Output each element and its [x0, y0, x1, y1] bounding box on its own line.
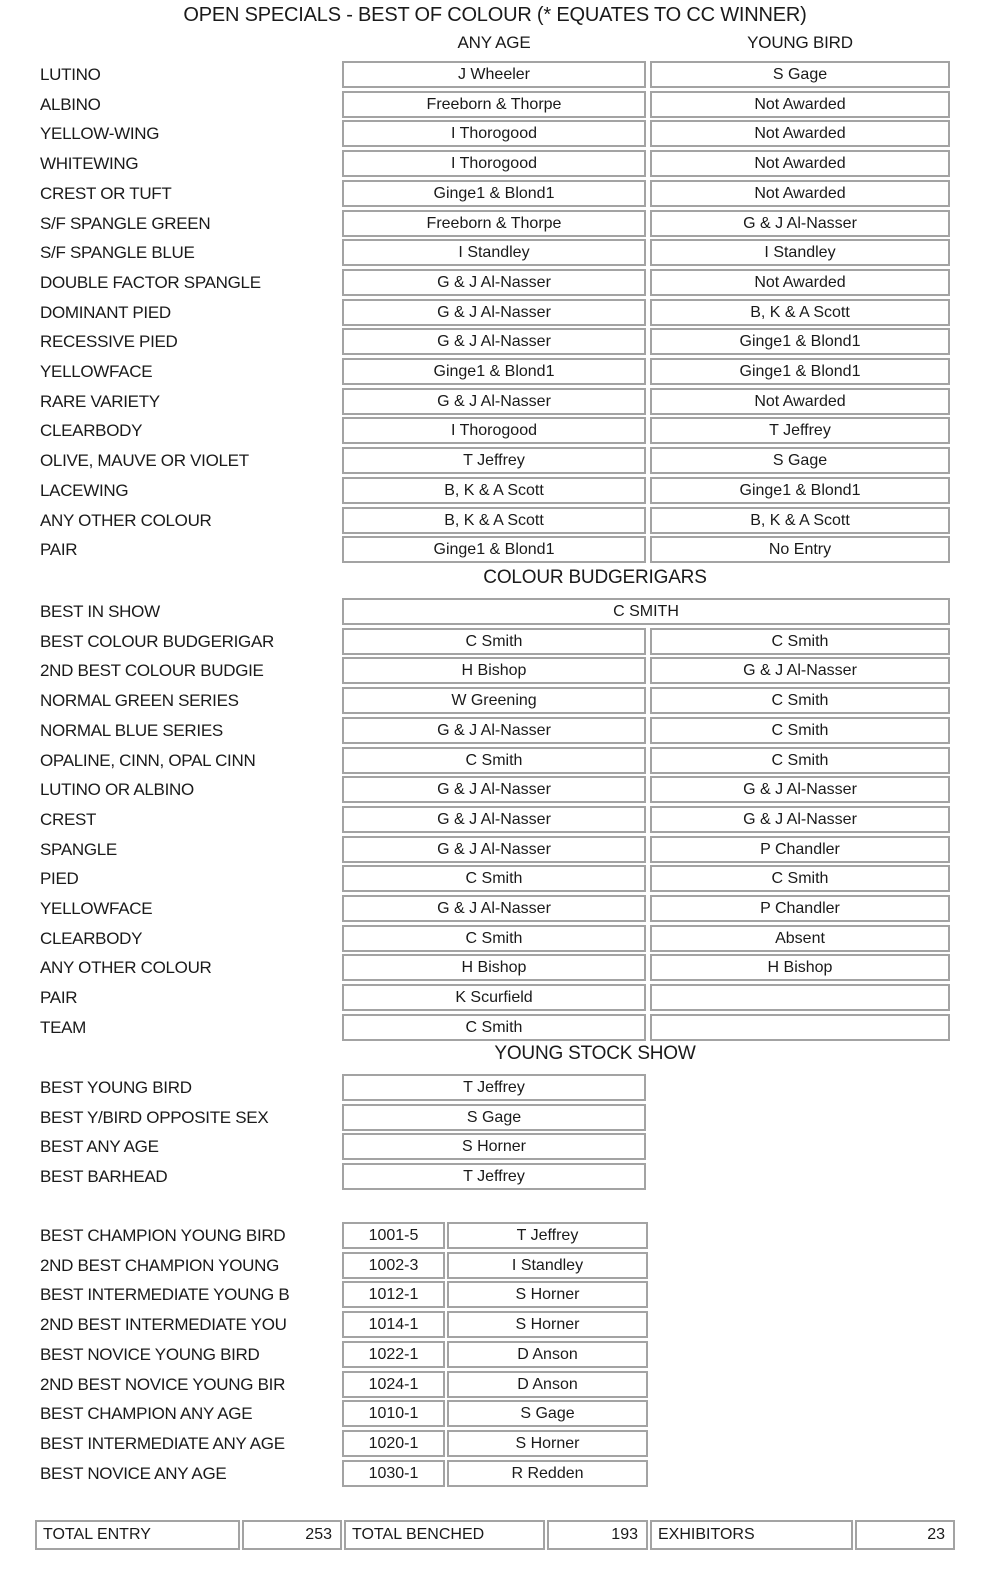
row-label: BEST YOUNG BIRD: [40, 1077, 192, 1097]
row-label: BEST CHAMPION ANY AGE: [40, 1403, 253, 1423]
cage-number-cell: 1030-1: [342, 1460, 445, 1487]
winner-cell: S Horner: [447, 1430, 648, 1457]
young-bird-cell: S Gage: [650, 61, 950, 88]
young-bird-cell: Not Awarded: [650, 150, 950, 177]
total-benched-value: 193: [547, 1520, 648, 1550]
winner-cell: S Gage: [342, 1104, 646, 1131]
any-age-cell: C Smith: [342, 747, 646, 774]
cage-number-cell: 1002-3: [342, 1252, 445, 1279]
young-bird-cell: S Gage: [650, 447, 950, 474]
cage-number-cell: 1022-1: [342, 1341, 445, 1368]
winner-cell: R Redden: [447, 1460, 648, 1487]
row-label: CREST OR TUFT: [40, 183, 172, 203]
any-age-cell: Ginge1 & Blond1: [342, 180, 646, 207]
row-label: SPANGLE: [40, 839, 117, 859]
winner-cell: T Jeffrey: [447, 1222, 648, 1249]
row-label: PAIR: [40, 539, 78, 559]
young-bird-cell: Ginge1 & Blond1: [650, 328, 950, 355]
young-bird-cell: Not Awarded: [650, 269, 950, 296]
any-age-cell: Ginge1 & Blond1: [342, 536, 646, 563]
any-age-cell: H Bishop: [342, 657, 646, 684]
total-entry-label: TOTAL ENTRY: [35, 1520, 240, 1550]
young-bird-cell: C Smith: [650, 747, 950, 774]
any-age-cell: I Standley: [342, 239, 646, 266]
winner-cell: T Jeffrey: [342, 1163, 646, 1190]
young-bird-cell: C Smith: [650, 687, 950, 714]
winner-cell: S Horner: [447, 1281, 648, 1308]
row-label: BEST INTERMEDIATE YOUNG B: [40, 1284, 290, 1304]
row-label: DOUBLE FACTOR SPANGLE: [40, 272, 261, 292]
young-bird-cell: No Entry: [650, 536, 950, 563]
exhibitors-label: EXHIBITORS: [650, 1520, 853, 1550]
any-age-cell: G & J Al-Nasser: [342, 836, 646, 863]
any-age-cell: G & J Al-Nasser: [342, 806, 646, 833]
any-age-cell: J Wheeler: [342, 61, 646, 88]
row-label: 2ND BEST COLOUR BUDGIE: [40, 660, 264, 680]
young-bird-cell: [650, 1014, 950, 1041]
winner-cell: I Standley: [447, 1252, 648, 1279]
any-age-cell: H Bishop: [342, 954, 646, 981]
any-age-cell: C Smith: [342, 925, 646, 952]
any-age-cell: I Thorogood: [342, 120, 646, 147]
row-label: NORMAL BLUE SERIES: [40, 720, 223, 740]
any-age-cell: C Smith: [342, 865, 646, 892]
young-bird-cell: C Smith: [650, 865, 950, 892]
winner-cell: T Jeffrey: [342, 1074, 646, 1101]
young-bird-cell: Ginge1 & Blond1: [650, 358, 950, 385]
row-label: BEST BARHEAD: [40, 1166, 168, 1186]
row-label: BEST INTERMEDIATE ANY AGE: [40, 1433, 285, 1453]
any-age-cell: G & J Al-Nasser: [342, 269, 646, 296]
row-label: BEST NOVICE ANY AGE: [40, 1463, 227, 1483]
row-label: BEST CHAMPION YOUNG BIRD: [40, 1225, 286, 1245]
section-heading-young-stock-show: YOUNG STOCK SHOW: [494, 1043, 696, 1064]
young-bird-cell: G & J Al-Nasser: [650, 806, 950, 833]
young-bird-cell: H Bishop: [650, 954, 950, 981]
any-age-cell: G & J Al-Nasser: [342, 776, 646, 803]
row-label: LACEWING: [40, 480, 129, 500]
any-age-cell: T Jeffrey: [342, 447, 646, 474]
young-bird-cell: T Jeffrey: [650, 417, 950, 444]
column-header-young-bird: YOUNG BIRD: [747, 33, 853, 52]
row-label: RARE VARIETY: [40, 391, 160, 411]
page-title: OPEN SPECIALS - BEST OF COLOUR (* EQUATES TO CC WINNER): [183, 4, 807, 26]
young-bird-cell: G & J Al-Nasser: [650, 776, 950, 803]
young-bird-cell: Absent: [650, 925, 950, 952]
cage-number-cell: 1012-1: [342, 1281, 445, 1308]
cage-number-cell: 1020-1: [342, 1430, 445, 1457]
row-label: DOMINANT PIED: [40, 302, 171, 322]
row-label: ALBINO: [40, 94, 101, 114]
winner-cell: D Anson: [447, 1371, 648, 1398]
young-bird-cell: B, K & A Scott: [650, 507, 950, 534]
winner-cell: S Horner: [447, 1311, 648, 1338]
any-age-cell: Ginge1 & Blond1: [342, 358, 646, 385]
row-label: LUTINO OR ALBINO: [40, 779, 194, 799]
young-bird-cell: C Smith: [650, 717, 950, 744]
row-label: S/F SPANGLE BLUE: [40, 242, 195, 262]
any-age-cell: G & J Al-Nasser: [342, 328, 646, 355]
any-age-cell: Freeborn & Thorpe: [342, 210, 646, 237]
any-age-cell: C Smith: [342, 1014, 646, 1041]
young-bird-cell: C Smith: [650, 628, 950, 655]
total-entry-value: 253: [242, 1520, 342, 1550]
column-header-any-age: ANY AGE: [457, 33, 531, 52]
row-label: BEST NOVICE YOUNG BIRD: [40, 1344, 260, 1364]
row-label: ANY OTHER COLOUR: [40, 957, 212, 977]
exhibitors-value: 23: [855, 1520, 955, 1550]
young-bird-cell: I Standley: [650, 239, 950, 266]
cage-number-cell: 1014-1: [342, 1311, 445, 1338]
young-bird-cell: G & J Al-Nasser: [650, 210, 950, 237]
section-heading-colour-budgerigars: COLOUR BUDGERIGARS: [483, 567, 707, 588]
cage-number-cell: 1001-5: [342, 1222, 445, 1249]
row-label: BEST Y/BIRD OPPOSITE SEX: [40, 1107, 269, 1127]
row-label: CREST: [40, 809, 97, 829]
young-bird-cell: B, K & A Scott: [650, 299, 950, 326]
young-bird-cell: Ginge1 & Blond1: [650, 477, 950, 504]
young-bird-cell: P Chandler: [650, 836, 950, 863]
row-label: YELLOWFACE: [40, 361, 153, 381]
cage-number-cell: 1010-1: [342, 1400, 445, 1427]
row-label: 2ND BEST CHAMPION YOUNG: [40, 1255, 280, 1275]
any-age-cell: G & J Al-Nasser: [342, 717, 646, 744]
row-label: YELLOW-WING: [40, 123, 160, 143]
row-label: TEAM: [40, 1017, 87, 1037]
row-label: CLEARBODY: [40, 928, 143, 948]
row-label: PAIR: [40, 987, 78, 1007]
any-age-cell: G & J Al-Nasser: [342, 299, 646, 326]
total-benched-label: TOTAL BENCHED: [344, 1520, 545, 1550]
winner-cell: S Horner: [342, 1133, 646, 1160]
any-age-cell: B, K & A Scott: [342, 477, 646, 504]
row-label: OPALINE, CINN, OPAL CINN: [40, 750, 256, 770]
young-bird-cell: Not Awarded: [650, 91, 950, 118]
row-label: ANY OTHER COLOUR: [40, 510, 212, 530]
any-age-cell: G & J Al-Nasser: [342, 388, 646, 415]
row-label: BEST COLOUR BUDGERIGAR: [40, 631, 274, 651]
row-label: WHITEWING: [40, 153, 139, 173]
young-bird-cell: Not Awarded: [650, 180, 950, 207]
row-label: 2ND BEST INTERMEDIATE YOU: [40, 1314, 287, 1334]
row-label: PIED: [40, 868, 79, 888]
any-age-cell: G & J Al-Nasser: [342, 895, 646, 922]
any-age-cell: W Greening: [342, 687, 646, 714]
row-label: OLIVE, MAUVE OR VIOLET: [40, 450, 249, 470]
winner-cell: D Anson: [447, 1341, 648, 1368]
row-label: LUTINO: [40, 64, 101, 84]
any-age-cell: C Smith: [342, 628, 646, 655]
young-bird-cell: G & J Al-Nasser: [650, 657, 950, 684]
any-age-cell: I Thorogood: [342, 417, 646, 444]
row-label: NORMAL GREEN SERIES: [40, 690, 239, 710]
row-label: RECESSIVE PIED: [40, 331, 178, 351]
any-age-cell: I Thorogood: [342, 150, 646, 177]
row-label: YELLOWFACE: [40, 898, 153, 918]
any-age-cell: B, K & A Scott: [342, 507, 646, 534]
winner-cell: S Gage: [447, 1400, 648, 1427]
young-bird-cell: Not Awarded: [650, 388, 950, 415]
row-label: 2ND BEST NOVICE YOUNG BIR: [40, 1374, 286, 1394]
best-in-show-cell: C SMITH: [342, 598, 950, 625]
young-bird-cell: [650, 984, 950, 1011]
row-label: CLEARBODY: [40, 420, 143, 440]
cage-number-cell: 1024-1: [342, 1371, 445, 1398]
row-label: S/F SPANGLE GREEN: [40, 213, 211, 233]
any-age-cell: K Scurfield: [342, 984, 646, 1011]
row-label: BEST IN SHOW: [40, 601, 160, 621]
any-age-cell: Freeborn & Thorpe: [342, 91, 646, 118]
young-bird-cell: P Chandler: [650, 895, 950, 922]
young-bird-cell: Not Awarded: [650, 120, 950, 147]
row-label: BEST ANY AGE: [40, 1136, 159, 1156]
